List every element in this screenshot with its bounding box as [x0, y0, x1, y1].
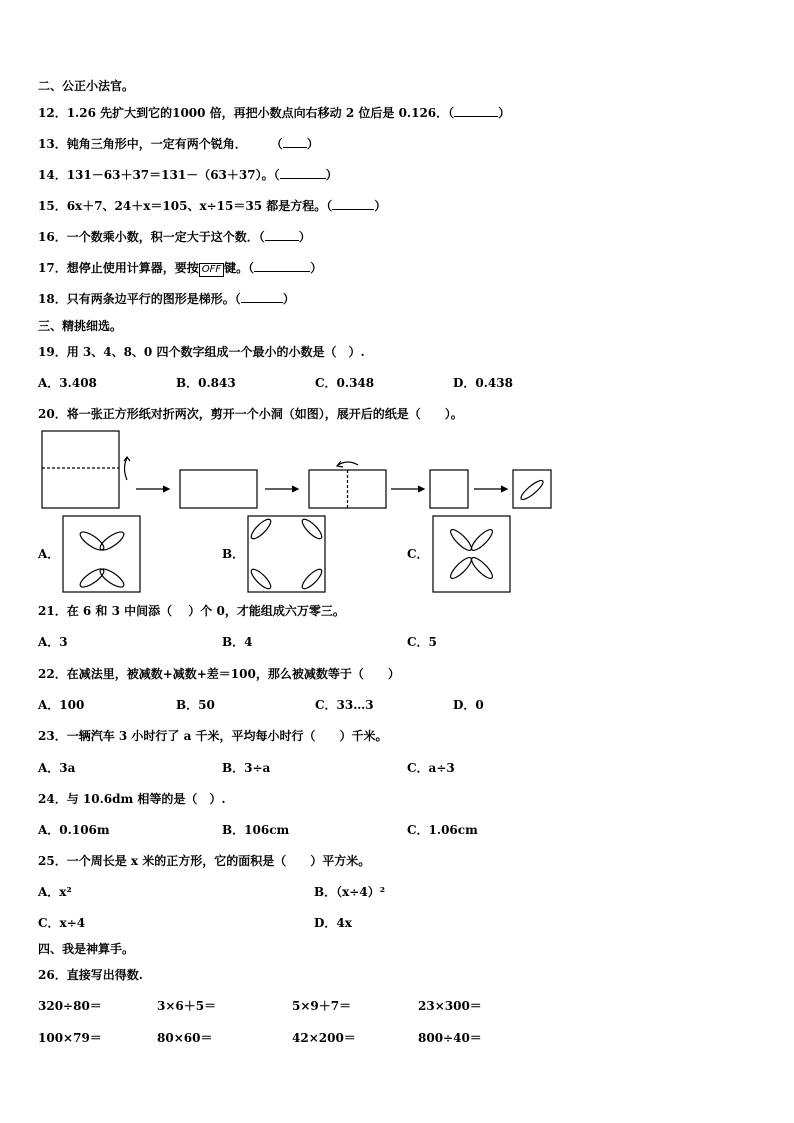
calc-item: 3×6＋5＝	[157, 999, 217, 1013]
option-c[interactable]: C．33…3	[315, 698, 374, 712]
question-13-text: 13．钝角三角形中，一定有两个锐角． （	[38, 137, 283, 151]
option-d[interactable]: D．0.438	[453, 376, 513, 390]
calc-item: 320÷80＝	[38, 999, 102, 1013]
fold-arrow-icon	[125, 458, 128, 480]
question-15-text: 15．6x＋7、24＋x＝105、x÷15＝35 都是方程。（	[38, 199, 333, 213]
option-c[interactable]: C．1.06cm	[407, 823, 478, 837]
question-14-text: 14．131－63＋37＝131－（63＋37）。（	[38, 168, 280, 182]
fold-arrow-icon	[338, 462, 358, 465]
question-21-options	[38, 634, 758, 650]
question-16-text: 16．一个数乘小数，积一定大于这个数．（	[38, 230, 265, 244]
option-a[interactable]: A．x²	[38, 885, 72, 899]
option-a[interactable]: A．3a	[38, 761, 76, 775]
question-13: 13．钝角三角形中，一定有两个锐角． （ ）	[38, 137, 319, 151]
option-c[interactable]: C．	[407, 547, 429, 561]
question-16: 16．一个数乘小数，积一定大于这个数．（ ）	[38, 230, 311, 244]
question-12: 12．1.26 先扩大到它的1000 倍，再把小数点向右移动 2 位后是 0.126．（ ）	[38, 106, 511, 120]
cut-square-paper	[513, 470, 551, 508]
option-c[interactable]: C．a÷3	[407, 761, 455, 775]
option-c[interactable]: C．x÷4	[38, 916, 86, 930]
question-25-options-row2	[38, 915, 758, 931]
section-3-title: 三、精挑细选。	[38, 319, 123, 333]
question-26-text: 26．直接写出得数.	[38, 968, 143, 982]
question-25-options-row1	[38, 884, 758, 900]
question-22-options	[38, 697, 758, 713]
question-21-text: 21．在 6 和 3 中间添（ ）个 0，才能组成六万零三。	[38, 604, 345, 618]
calc-item: 80×60＝	[157, 1031, 213, 1045]
option-b[interactable]: B．（x÷4）²	[314, 885, 385, 899]
option-a[interactable]: A．0.106m	[38, 823, 110, 837]
question-17-text: 17．想停止使用计算器，要按	[38, 261, 199, 275]
question-14: 14．131－63＋37＝131－（63＋37）。（ ）	[38, 168, 338, 182]
option-c[interactable]: C．5	[407, 635, 437, 649]
option-b[interactable]: B．106cm	[222, 823, 290, 837]
rectangle-paper	[180, 470, 257, 508]
section-2-title: 二、公正小法官。	[38, 79, 135, 93]
question-23-text: 23．一辆汽车 3 小时行了 a 千米，平均每小时行（ ）千米。	[38, 729, 388, 743]
calc-item: 42×200＝	[292, 1031, 356, 1045]
calc-item: 5×9＋7＝	[292, 999, 352, 1013]
question-20-text: 20．将一张正方形纸对折两次，剪开一个小洞（如图），展开后的纸是（ ）。	[38, 407, 463, 421]
option-c[interactable]: C．0.348	[315, 376, 375, 390]
option-a-figure	[63, 516, 140, 592]
small-square-paper	[430, 470, 468, 508]
question-18-text: 18．只有两条边平行的图形是梯形。（	[38, 292, 241, 306]
option-d[interactable]: D．0	[453, 698, 484, 712]
option-a[interactable]: A．	[38, 547, 60, 561]
off-key-icon: OFF	[199, 263, 224, 277]
question-22-text: 22．在减法里，被减数+减数+差＝100，那么被减数等于（ ）	[38, 667, 400, 681]
option-b[interactable]: B．3÷a	[222, 761, 271, 775]
cut-hole	[519, 478, 546, 502]
question-18: 18．只有两条边平行的图形是梯形。（ ）	[38, 292, 295, 306]
question-19-text: 19．用 3、4、8、0 四个数字组成一个最小的小数是（ ）.	[38, 345, 365, 359]
option-b[interactable]: B．	[222, 547, 245, 561]
calc-item: 100×79＝	[38, 1031, 102, 1045]
calc-item: 23×300＝	[418, 999, 482, 1013]
question-24-options	[38, 822, 758, 838]
option-b-figure	[248, 516, 325, 592]
question-12-text: 12．1.26 先扩大到它的1000 倍，再把小数点向右移动 2 位后是 0.126．（	[38, 106, 455, 120]
section-4-title: 四、我是神算手。	[38, 942, 135, 956]
option-c-figure	[433, 516, 510, 592]
option-d[interactable]: D．4x	[314, 916, 352, 930]
option-b[interactable]: B．50	[176, 698, 215, 712]
option-a[interactable]: A．100	[38, 698, 85, 712]
square-paper	[42, 431, 119, 508]
question-17: 17．想停止使用计算器，要按 OFF 键。（ ）	[38, 261, 323, 275]
question-15: 15．6x＋7、24＋x＝105、x÷15＝35 都是方程。（ ）	[38, 199, 387, 213]
option-b[interactable]: B．0.843	[176, 376, 236, 390]
question-25-text: 25．一个周长是 x 米的正方形，它的面积是（ ）平方米。	[38, 854, 371, 868]
calc-item: 800÷40＝	[418, 1031, 482, 1045]
question-24-text: 24．与 10.6dm 相等的是（ ）.	[38, 792, 226, 806]
option-a[interactable]: A．3.408	[38, 376, 97, 390]
option-a[interactable]: A．3	[38, 635, 68, 649]
option-b[interactable]: B．4	[222, 635, 253, 649]
question-23-options	[38, 760, 758, 776]
